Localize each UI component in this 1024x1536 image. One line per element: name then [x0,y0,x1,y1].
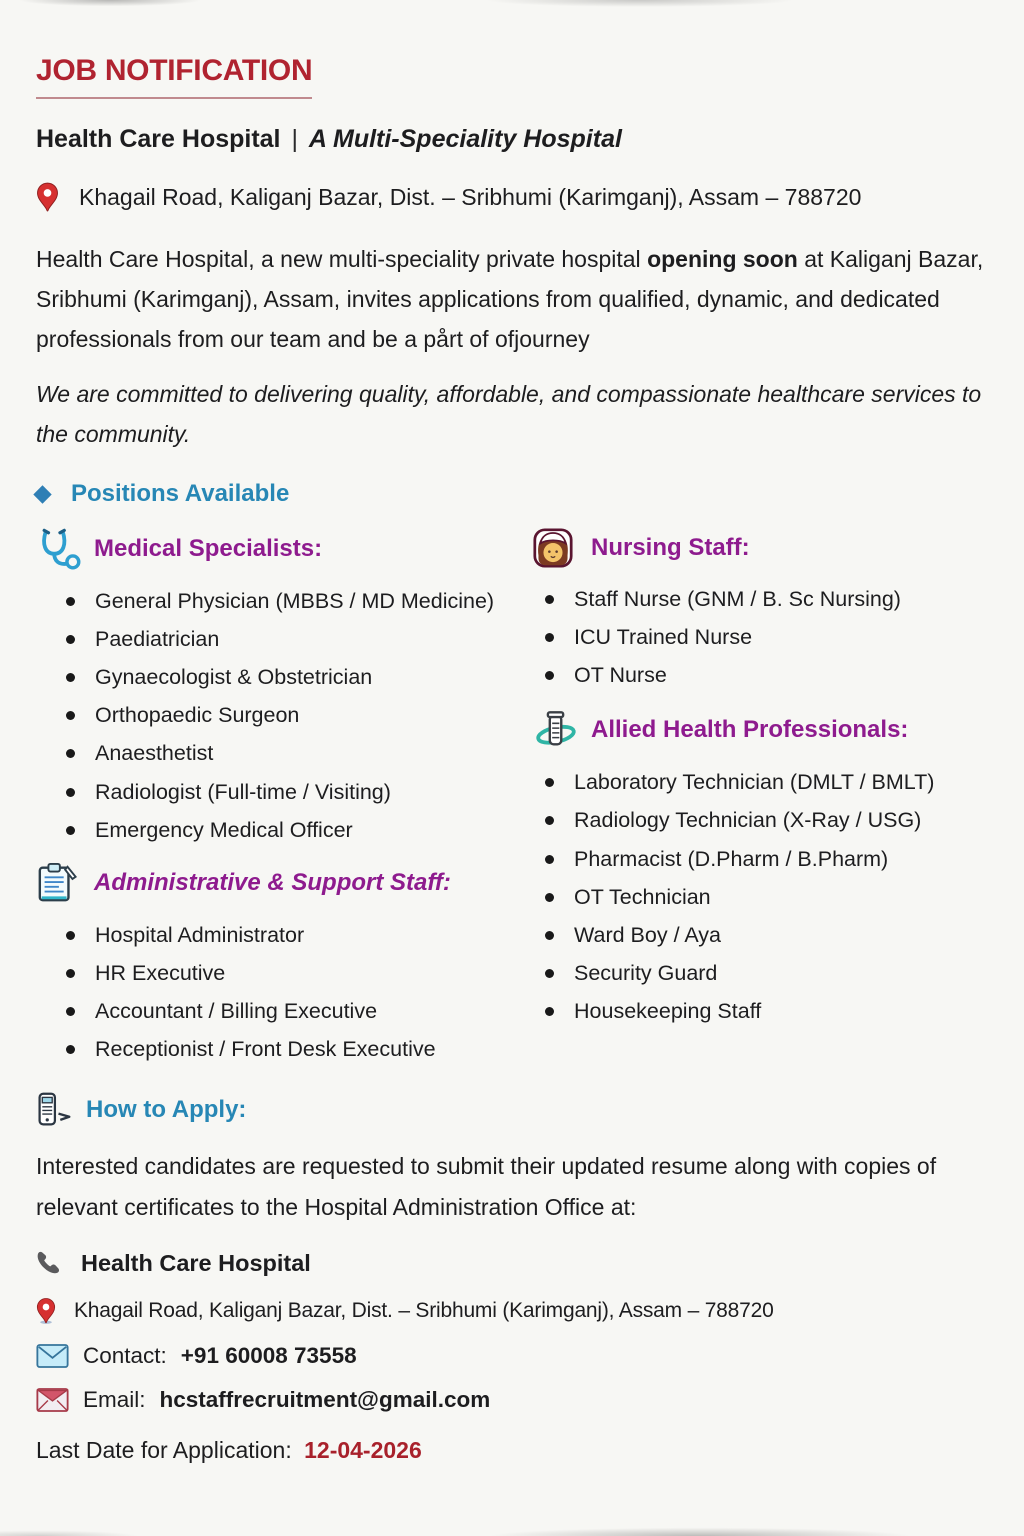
bullet-dot-icon [66,826,75,835]
position-item [66,588,533,615]
position-item-label: Ward Boy / Aya [574,922,721,947]
diamond-bullet-icon [33,485,51,503]
phone-receiver-icon [36,1250,63,1277]
allied-list-secondary [533,922,996,1025]
nursing-heading-label: Nursing Staff: [591,534,750,562]
bullet-dot-icon [545,671,554,680]
medical-section-heading [36,528,533,570]
position-item [66,702,533,729]
positions-column-right [533,528,996,1074]
medical-heading-label: Medical Specialists: [94,535,323,563]
position-item [66,664,533,691]
admin-heading-label: Administrative & Support Staff: [94,868,451,896]
last-date-value: 12-04-2026 [304,1436,422,1463]
position-item [66,626,533,653]
last-date-label: Last Date for Application: [36,1436,292,1463]
bullet-dot-icon [66,969,75,978]
position-item-label: Receptionist / Front Desk Executive [95,1036,436,1061]
position-item-label: Pharmacist (D.Pharm / B.Pharm) [574,846,889,871]
bullet-dot-icon [545,778,554,787]
contact-hospital-name: Health Care Hospital [81,1249,311,1276]
bullet-dot-icon [66,673,75,682]
position-item [545,998,996,1025]
bullet-dot-icon [545,816,554,825]
bullet-dot-icon [66,711,75,720]
position-item-label: Accountant / Billing Executive [95,998,378,1023]
clipboard-icon [36,862,82,904]
bullet-dot-icon [66,931,75,940]
positions-columns [36,528,996,1074]
position-item [66,960,533,987]
position-item-label: Orthopaedic Surgeon [95,703,300,728]
bullet-dot-icon [545,931,554,940]
contact-address-row [36,1297,996,1325]
bullet-dot-icon [545,855,554,864]
position-item-label: Paediatrician [95,627,220,652]
mobile-phone-arrow-icon [36,1092,72,1128]
contact-address: Khagail Road, Kaliganj Bazar, Dist. – Sribhumi (Karimganj), Assam – 788720 [74,1298,774,1322]
position-item [66,740,533,767]
address-text: Khagail Road, Kaliganj Bazar, Dist. – Sribhumi (Karimganj), Assam – 788720 [79,184,862,210]
position-item [66,817,533,844]
position-item-label: Staff Nurse (GNM / B. Sc Nursing) [574,587,901,612]
page-title: JOB NOTIFICATION [36,54,312,99]
position-item [545,846,996,873]
nursing-section-heading [533,528,996,568]
contact-email-row [36,1387,996,1413]
nursing-list [533,586,996,689]
envelope-red-icon [36,1387,69,1413]
position-item [545,624,996,651]
mission-paragraph: We are committed to delivering quality, affordable, and compassionate healthcare services to the community. [36,381,982,447]
allied-section-heading [533,709,996,751]
position-item-label: OT Nurse [574,663,667,688]
bullet-dot-icon [66,1045,75,1054]
position-item [545,662,996,689]
position-item [545,960,996,987]
position-item [545,884,996,911]
how-to-apply-heading [36,1092,996,1128]
bullet-dot-icon [66,788,75,797]
intro-text-bold: opening soon [647,246,798,272]
position-item [66,922,533,949]
position-item-label: Laboratory Technician (DMLT / BMLT) [574,770,935,795]
position-item [66,1036,533,1063]
test-tube-icon [533,709,579,751]
bullet-dot-icon [545,633,554,642]
bullet-dot-icon [66,635,75,644]
admin-section-heading [36,862,533,904]
hospital-tagline: A Multi-Speciality Hospital [308,125,622,153]
contact-phone-row [36,1343,996,1369]
position-item-label: ICU Trained Nurse [574,625,753,650]
contact-label: Contact: [83,1342,167,1368]
position-item [545,586,996,613]
hospital-title [36,125,996,154]
medical-list [36,588,533,844]
contact-number: +91 60008 73558 [180,1342,357,1368]
address-row [36,182,996,213]
position-item-label: Emergency Medical Officer [95,817,353,842]
location-pin-icon [36,182,59,213]
nurse-icon [533,528,579,568]
bullet-dot-icon [66,749,75,758]
bullet-dot-icon [545,1007,554,1016]
position-item [545,922,996,949]
last-date-row [36,1437,996,1464]
stethoscope-icon [36,528,82,570]
position-item-label: OT Technician [574,884,711,909]
position-item-label: Radiology Technician (X-Ray / USG) [574,808,922,833]
bullet-dot-icon [545,969,554,978]
positions-heading-label: Positions Available [71,480,290,508]
contact-name-row [36,1250,996,1277]
positions-heading [36,480,996,508]
position-item-label: HR Executive [95,960,226,985]
intro-paragraph [36,239,996,359]
email-label: Email: [83,1386,146,1412]
position-item-label: Gynaecologist & Obstetrician [95,665,373,690]
how-to-apply-label: How to Apply: [86,1096,247,1123]
hospital-name: Health Care Hospital [36,125,281,153]
position-item-label: Security Guard [574,960,718,985]
position-item [66,779,533,806]
bullet-dot-icon [66,597,75,606]
intro-text-after: at Kaliganj Bazar, Sribhumi (Karimganj), Assam, invites applications from qualified, dynamic, and dedicated professionals from our team and be a pårt of ofjourney [36,246,984,353]
bullet-dot-icon [66,1007,75,1016]
position-item-label: General Physician (MBBS / MD Medicine) [95,589,495,614]
bullet-dot-icon [545,893,554,902]
position-item-label: Radiologist (Full-time / Visiting) [95,779,391,804]
position-item-label: Hospital Administrator [95,922,305,947]
position-item-label: Housekeeping Staff [574,998,762,1023]
intro-text-before: Health Care Hospital, a new multi-speciality private hospital [36,246,641,272]
envelope-blue-icon [36,1343,69,1369]
bullet-dot-icon [545,595,554,604]
email-address: hcstaffrecruitment@gmail.com [159,1386,491,1412]
position-item [545,807,996,834]
position-item-label: Anaesthetist [95,741,214,766]
position-item [545,769,996,796]
positions-column-left [36,528,533,1074]
position-item [66,998,533,1025]
allied-heading-label: Allied Health Professionals: [591,716,909,744]
apply-paragraph: Interested candidates are requested to submit their updated resume along with copies of relevant certificates to the Hospital Administration Office at: [36,1153,937,1220]
admin-list [36,922,533,1063]
title-separator: | [291,125,298,153]
location-pin-icon [36,1297,56,1325]
allied-list [533,769,996,910]
